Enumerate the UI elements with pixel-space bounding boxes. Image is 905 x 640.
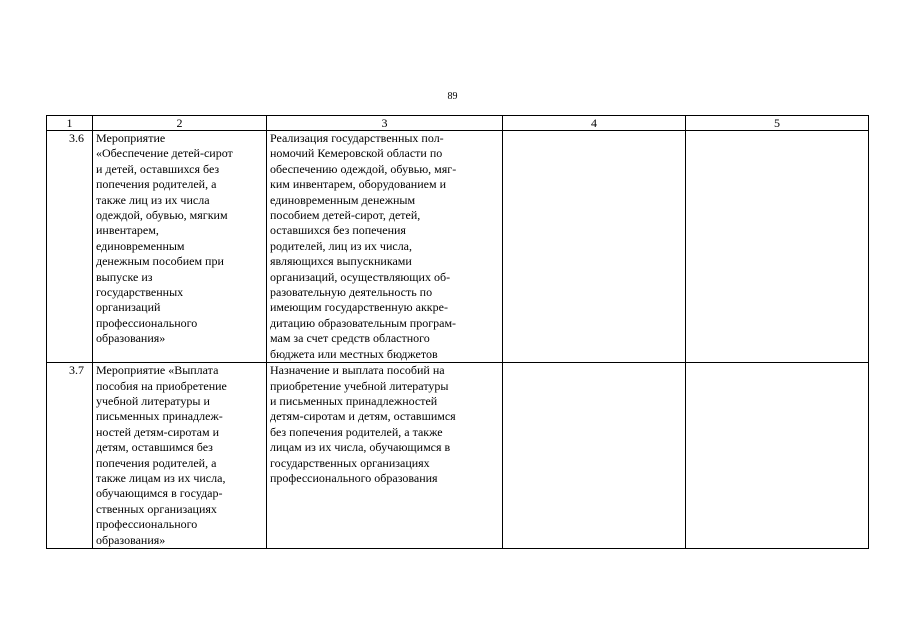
activity-description-line: бюджета или местных бюджетов — [270, 346, 438, 361]
activity-name-line: единовременным — [96, 238, 185, 253]
activity-name-line: обучающимся в государ- — [96, 486, 223, 501]
activity-description-line: Назначение и выплата пособий на — [270, 363, 445, 378]
activity-description-line: единовременным денежным — [270, 192, 416, 207]
header-col-5: 5 — [686, 116, 869, 131]
column-4-cell — [503, 363, 686, 549]
activity-name-line: учебной литературы и — [96, 393, 210, 408]
activity-name-cell — [93, 131, 267, 363]
activity-name-line: государственных — [96, 285, 184, 300]
activity-name-line: также лицам из их числа, — [96, 470, 226, 485]
main-table — [46, 115, 869, 549]
activity-name-line: ностей детям-сиротам и — [96, 424, 219, 439]
activity-description-line: обеспечению одеждой, обувью, мяг- — [270, 161, 457, 176]
column-4-cell — [503, 131, 686, 363]
header-row — [47, 116, 869, 131]
activity-description-cell — [267, 363, 503, 549]
activity-name-line: организаций — [96, 300, 161, 315]
activity-description-line: являющихся выпускниками — [270, 254, 412, 269]
table-body — [47, 131, 869, 549]
activity-description-line: организаций, осуществляющих об- — [270, 269, 451, 284]
activity-name-line: выпуске из — [96, 269, 153, 284]
column-5-cell — [686, 131, 869, 363]
activity-name-line: попечения родителей, а — [96, 455, 217, 470]
activity-description-line: разовательную деятельность по — [270, 285, 433, 300]
activity-description-line: профессионального образования — [270, 470, 438, 485]
activity-name-line: также лиц из их числа — [96, 192, 210, 207]
page-number: 89 — [447, 91, 458, 102]
header-col-4: 4 — [503, 116, 686, 131]
header-col-3: 3 — [267, 116, 503, 131]
activity-name-line: ственных организациях — [96, 501, 217, 516]
activity-name-line: попечения родителей, а — [96, 177, 217, 192]
activity-description-line: без попечения родителей, а также — [270, 424, 443, 439]
activity-name-line: профессионального — [96, 315, 198, 330]
column-5-cell — [686, 363, 869, 549]
activity-description-line: и письменных принадлежностей — [270, 393, 438, 408]
activity-name-line: Мероприятие «Выплата — [96, 363, 219, 378]
activity-description-line: номочий Кемеровской области по — [270, 146, 443, 161]
activity-description-line: оставшихся без попечения — [270, 223, 406, 238]
table-row — [47, 131, 869, 363]
header-col-2: 2 — [93, 116, 267, 131]
activity-description-line: государственных организациях — [270, 455, 430, 470]
activity-name-line: Мероприятие — [96, 131, 166, 145]
activity-description-line: приобретение учебной литературы — [270, 378, 449, 393]
activity-name-line: профессионального — [96, 517, 198, 532]
activity-name-line: образования» — [96, 532, 166, 547]
activity-description-cell — [267, 131, 503, 363]
row-number-cell: 3.6 — [47, 131, 93, 363]
activity-name-line: детям, оставшимся без — [96, 440, 213, 455]
activity-description-line: родителей, лиц из их числа, — [270, 238, 413, 253]
activity-name-line: и детей, оставшихся без — [96, 161, 220, 176]
activity-description-line: дитацию образовательным програм- — [270, 315, 457, 330]
activity-name-line: пособия на приобретение — [96, 378, 227, 393]
activity-name-line: инвентарем, — [96, 223, 159, 238]
activity-description-line: детям-сиротам и детям, оставшимся — [270, 409, 456, 424]
activity-description-line: Реализация государственных пол- — [270, 131, 444, 145]
activity-name-cell — [93, 363, 267, 549]
table-row — [47, 363, 869, 549]
activity-name-line: денежным пособием при — [96, 254, 224, 269]
activity-description-line: лицам из их числа, обучающимся в — [270, 440, 451, 455]
activity-name-line: одеждой, обувью, мягким — [96, 208, 228, 223]
activity-name-line: письменных принадлеж- — [96, 409, 223, 424]
activity-name-line: «Обеспечение детей-сирот — [96, 146, 233, 161]
header-col-1: 1 — [47, 116, 93, 131]
row-number-cell: 3.7 — [47, 363, 93, 549]
activity-description-line: мам за счет средств областного — [270, 331, 430, 346]
activity-description-line: ким инвентарем, оборудованием и — [270, 177, 446, 192]
activity-description-line: пособием детей-сирот, детей, — [270, 208, 421, 223]
activity-name-line: образования» — [96, 331, 166, 346]
activity-description-line: имеющим государственную аккре- — [270, 300, 448, 315]
